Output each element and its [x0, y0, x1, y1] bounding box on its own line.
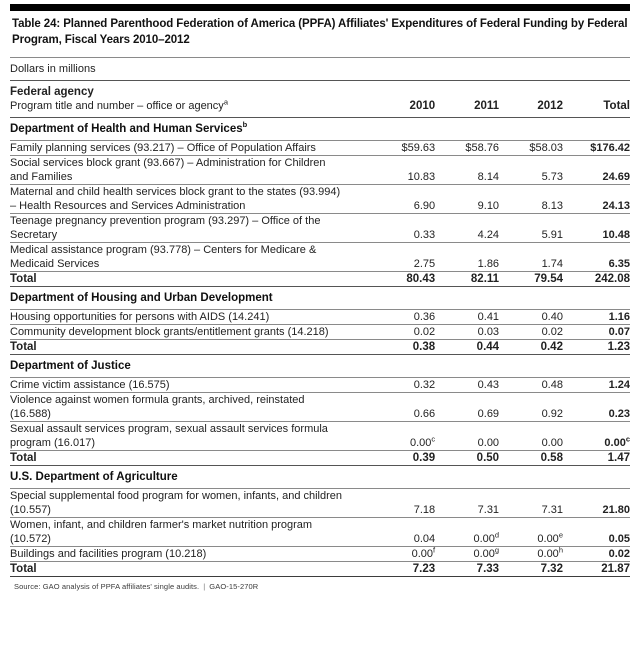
row-label-line2: (10.557)	[10, 504, 51, 516]
row-value-2010: 6.90	[371, 185, 435, 214]
value-text: 0.00	[411, 548, 434, 560]
row-value-total: 1.24	[563, 378, 630, 393]
row-label-line2: and Families	[10, 171, 73, 183]
row-label	[10, 185, 371, 214]
section-header-usda	[10, 466, 630, 489]
row-value-2010: 10.83	[371, 156, 435, 185]
row-label	[10, 141, 371, 156]
section-header-cell	[10, 118, 630, 141]
section-total-label: Total	[10, 451, 371, 466]
footnote-marker-f: f	[433, 545, 436, 555]
row-label	[10, 547, 371, 562]
row-value-2012: 8.13	[499, 185, 563, 214]
row-value-2010: 0.32	[371, 378, 435, 393]
row-label-line1: Community development block grants/entitlement grants (14.218)	[10, 326, 329, 338]
table-row	[10, 141, 630, 156]
section-total-row	[10, 451, 630, 466]
column-header-2011: 2011	[435, 81, 499, 118]
row-label	[10, 243, 371, 272]
row-value-2010: 7.18	[371, 489, 435, 518]
footnote-marker-g: g	[494, 545, 500, 555]
row-value-total: 24.13	[563, 185, 630, 214]
row-value-2010: 0.66	[371, 393, 435, 422]
value-text: 0.00	[409, 437, 432, 449]
row-value-2011: 0.41	[435, 310, 499, 325]
row-value-total: 6.35	[563, 243, 630, 272]
section-header-cell	[10, 466, 630, 489]
source-separator: |	[203, 582, 206, 591]
row-label-line1: Medical assistance program (93.778) – Centers for Medicare &	[10, 244, 317, 256]
row-value-total: 0.02	[563, 547, 630, 562]
row-label-line1: Buildings and facilities program (10.218)	[10, 548, 207, 560]
row-value-2011: 0.69	[435, 393, 499, 422]
table-row	[10, 422, 630, 451]
section-total-total: 242.08	[563, 272, 630, 287]
row-value-2012: $58.03	[499, 141, 563, 156]
row-value-total: 21.80	[563, 489, 630, 518]
section-header-doj	[10, 355, 630, 378]
row-value-2011: 9.10	[435, 185, 499, 214]
section-total-2010: 0.39	[371, 451, 435, 466]
row-value-total: 24.69	[563, 156, 630, 185]
row-value-2012: 0.92	[499, 393, 563, 422]
row-label-line2: Secretary	[10, 229, 58, 241]
row-label-line2: Medicaid Services	[10, 258, 100, 270]
row-value-2011: 1.86	[435, 243, 499, 272]
footnote-marker-b: b	[242, 120, 248, 130]
section-total-2012: 79.54	[499, 272, 563, 287]
table-title: Table 24: Planned Parenthood Federation of America (PPFA) Affiliates' Expenditures of Federal Funding by Federal Program, Fiscal Years 2010–2012	[12, 18, 628, 46]
row-label	[10, 156, 371, 185]
section-total-label: Total	[10, 562, 371, 577]
source-text: Source: GAO analysis of PPFA affiliates' single audits.	[14, 582, 200, 591]
table-row	[10, 489, 630, 518]
section-total-2012: 0.42	[499, 340, 563, 355]
figure-top-bar	[10, 4, 630, 11]
row-value-2011: 0.03	[435, 325, 499, 340]
row-value-2012: 0.00	[499, 422, 563, 451]
footnote-marker-d: d	[494, 530, 500, 540]
row-value-2011	[435, 518, 499, 547]
row-label-line1: Women, infant, and children farmer's market nutrition program	[10, 519, 313, 531]
report-id: GAO-15-270R	[209, 582, 259, 591]
section-total-2010: 0.38	[371, 340, 435, 355]
row-label-line2: – Health Resources and Services Administration	[10, 200, 246, 212]
table-figure	[0, 4, 640, 657]
row-value-total	[563, 422, 630, 451]
row-value-2011: 0.43	[435, 378, 499, 393]
section-total-label: Total	[10, 340, 371, 355]
program-title-text: Program title and number – office or agency	[10, 100, 224, 112]
section-header-hhs	[10, 118, 630, 141]
row-value-2012: 7.31	[499, 489, 563, 518]
table-row	[10, 310, 630, 325]
row-value-total: 0.23	[563, 393, 630, 422]
value-text: 0.00	[537, 548, 559, 560]
section-header-cell	[10, 355, 630, 378]
section-total-2012: 0.58	[499, 451, 563, 466]
row-label	[10, 214, 371, 243]
section-name: U.S. Department of Agriculture	[10, 471, 178, 483]
table-row	[10, 243, 630, 272]
value-text: 0.00	[537, 533, 559, 545]
table-row	[10, 185, 630, 214]
row-label-line2: (16.588)	[10, 408, 51, 420]
section-total-2010: 7.23	[371, 562, 435, 577]
source-line	[10, 577, 630, 591]
row-label	[10, 310, 371, 325]
table-body	[10, 58, 630, 577]
row-value-2012: 5.73	[499, 156, 563, 185]
row-value-2010: $59.63	[371, 141, 435, 156]
section-total-total: 1.23	[563, 340, 630, 355]
row-label-line1: Housing opportunities for persons with AIDS (14.241)	[10, 311, 270, 323]
footnote-marker-a: a	[223, 97, 228, 107]
row-label	[10, 393, 371, 422]
federal-agency-label: Federal agency	[10, 86, 94, 98]
row-value-2012: 0.48	[499, 378, 563, 393]
row-value-total: 1.16	[563, 310, 630, 325]
row-label-line1: Social services block grant (93.667) – Administration for Children	[10, 157, 326, 169]
row-label-line1: Special supplemental food program for women, infants, and children	[10, 490, 343, 502]
row-value-2010	[371, 422, 435, 451]
section-total-2010: 80.43	[371, 272, 435, 287]
section-total-2011: 0.44	[435, 340, 499, 355]
section-total-2011: 7.33	[435, 562, 499, 577]
value-text: 0.00	[473, 533, 495, 545]
table-row	[10, 547, 630, 562]
table-row	[10, 325, 630, 340]
section-name: Department of Housing and Urban Development	[10, 292, 273, 304]
row-label-line1: Violence against women formula grants, archived, reinstated	[10, 394, 305, 406]
value-text: 0.00	[473, 548, 495, 560]
section-total-label: Total	[10, 272, 371, 287]
row-value-total: $176.42	[563, 141, 630, 156]
row-value-2011: $58.76	[435, 141, 499, 156]
row-value-2010: 0.04	[371, 518, 435, 547]
section-header-cell	[10, 287, 630, 310]
row-label-line1: Maternal and child health services block grant to the states (93.994)	[10, 186, 341, 198]
footnote-marker-c: c	[625, 434, 630, 444]
row-label	[10, 518, 371, 547]
section-total-total: 21.87	[563, 562, 630, 577]
row-label	[10, 325, 371, 340]
section-total-row	[10, 340, 630, 355]
section-total-row	[10, 562, 630, 577]
row-value-2011	[435, 547, 499, 562]
row-label-line1: Crime victim assistance (16.575)	[10, 379, 170, 391]
section-total-total: 1.47	[563, 451, 630, 466]
row-value-2012: 0.02	[499, 325, 563, 340]
footnote-marker-h: h	[558, 545, 563, 555]
row-label-line1: Family planning services (93.217) – Office of Population Affairs	[10, 142, 316, 154]
column-header-total: Total	[563, 81, 630, 118]
row-value-2012	[499, 547, 563, 562]
row-value-2011: 7.31	[435, 489, 499, 518]
table-row	[10, 378, 630, 393]
row-value-2011: 4.24	[435, 214, 499, 243]
section-total-2011: 0.50	[435, 451, 499, 466]
section-name: Department of Health and Human Services	[10, 123, 243, 135]
row-value-total: 10.48	[563, 214, 630, 243]
row-value-2012: 5.91	[499, 214, 563, 243]
row-value-2011: 0.00	[435, 422, 499, 451]
program-title-label	[10, 99, 371, 113]
row-value-2010: 0.33	[371, 214, 435, 243]
row-value-2012: 1.74	[499, 243, 563, 272]
section-total-2011: 82.11	[435, 272, 499, 287]
row-label	[10, 422, 371, 451]
table-row	[10, 156, 630, 185]
row-value-2010: 2.75	[371, 243, 435, 272]
row-label-line1: Sexual assault services program, sexual assault services formula	[10, 423, 328, 435]
table-row	[10, 518, 630, 547]
row-value-2010	[371, 547, 435, 562]
row-label	[10, 378, 371, 393]
row-label	[10, 489, 371, 518]
row-label-line2: (10.572)	[10, 533, 51, 545]
footnote-marker-c: c	[431, 434, 436, 444]
section-name: Department of Justice	[10, 360, 131, 372]
footnote-marker-e: e	[558, 530, 563, 540]
column-header-2010: 2010	[371, 81, 435, 118]
row-value-2010: 0.36	[371, 310, 435, 325]
column-header-row	[10, 81, 630, 118]
column-header-label-cell	[10, 81, 371, 118]
table-row	[10, 393, 630, 422]
column-header-2012: 2012	[499, 81, 563, 118]
units-row	[10, 58, 630, 81]
row-value-2010: 0.02	[371, 325, 435, 340]
value-text: 0.00	[604, 437, 626, 449]
row-value-2011: 8.14	[435, 156, 499, 185]
row-value-total: 0.07	[563, 325, 630, 340]
row-value-total: 0.05	[563, 518, 630, 547]
row-label-line2: program (16.017)	[10, 437, 95, 449]
row-value-2012	[499, 518, 563, 547]
section-header-hud	[10, 287, 630, 310]
table-row	[10, 214, 630, 243]
units-note: Dollars in millions	[10, 58, 630, 81]
section-total-row	[10, 272, 630, 287]
section-total-2012: 7.32	[499, 562, 563, 577]
expenditures-table	[10, 57, 630, 576]
row-value-2012: 0.40	[499, 310, 563, 325]
row-label-line1: Teenage pregnancy prevention program (93.297) – Office of the	[10, 215, 321, 227]
